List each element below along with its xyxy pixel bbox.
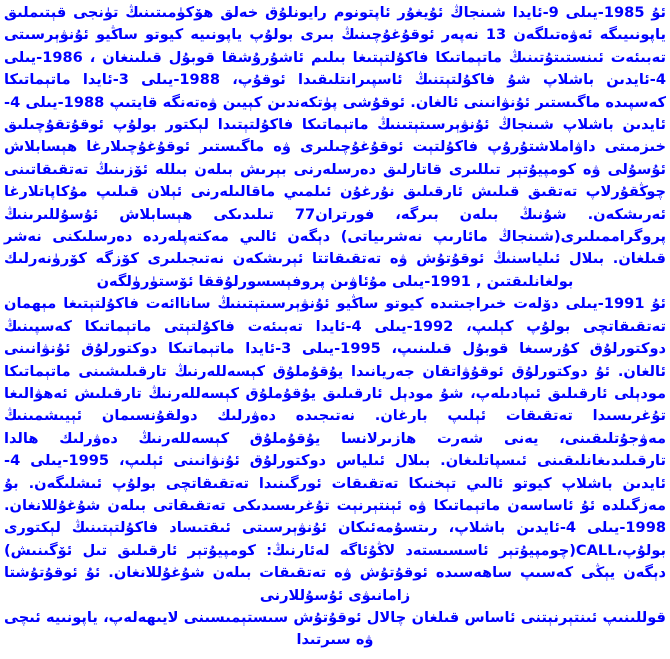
paragraph-biography-1985-1991: ئۇ 1985-يىلى 9-ئايدا شىنجاڭ ئۇيغۇر ئاپتونوم رايونلۇق خەلق ھۆكۈمىتىنىڭ تۈنجى قېتىملىق ياپونىيىگە ئەۋەتىلگەن 13 نەپەر ئوقۇغۇچىنىڭ بىرى بولۇپ ياپونىيە كيوتو ساڭيو ئۇنۋېرسىتى تەبىئەت ئىنستىتۇتىنىڭ ماتېماتىكا فاكۇلتېتىغا بىلىم ئاشۇرۇشقا قوبۇل قىلىنغان ، 1986-يىلى 4-ئايدىن باشلاپ شۇ فاكۇلتېتنىڭ ئاسپىرانتلىقىدا ئوقۇپ، 1988-يىلى 3-ئايدا ماتېماتىكا كەسپىدە ماگىستىر ئۇنۋانىنى ئالغان. ئوقۇشى پۈتكەندىن كېيىن ۋەتەنگە قايتىپ 1988-يىلى 4-ئايدىن باشلاپ شىنجاڭ ئۇنۋېرسىتېتىنىڭ ماتېماتىكا فاكۇلتېتىدا لېكتور بولۇپ ئوقۇتقۇچىلىق خىزمىتى داۋاملاشتۇرۇپ فاكۇلتېت ئوقۇغۇچىلىرى ۋە ماگىستىر ئوقۇغۇچىلارغا ھېسابلاش ئۇسۇلى ۋە كومپيۇتېر تىللىرى قاتارلىق دەرسلەرنى بېرىش بىلەن بىللە ئۆزىنىڭ تەتقىقاتىنى چوڭقۇرلاپ تەتقىق قىلىش ئارقىلىق نۇرغۇن ئىلمىي ماقالىلەرنى ئېلان قىلىپ مۇكاپاتلارغا ئەرىشكەن. شۇنىڭ بىلەن بىرگە، فورتران77 تىلىدىكى ھېسابلاش ئۇسۇللىرىنىڭ پروگراممىلىرى(شىنجاڭ مائارىپ نەشرىياتى) دېگەن ئالىي مەكتەپلەردە دەرسلىكنى نەشر قىلغان. بىلال ئىلياسنىڭ ئوقۇتۇش ۋە تەتقىقاتتا ئېرىشكەن نەتىجىلىرى كۆزگە كۆرۈنەرلىك بولغانلىقتىن , 1991-يىلى مۇئاۋىن پروفېسسورلۇققا ئۆستۈرۈلگەن [4,4,666,290]
paragraph-biography-continuation: قوللىنىپ ئىنتېرنېتنى ئاساس قىلغان چالال ئوقۇتۇش سىستېمىسىنى لايىھەلەپ، ياپونىيە ئىچى ۋە سىرتىدا [4,608,666,649]
document-page [4,2,666,652]
paragraph-biography-1991-1998: ئۇ 1991-يىلى دۆلەت خىراجىتىدە كيوتو ساڭيو ئۇنۋېرسىتېتىنىڭ ساناائەت فاكۇلتېتىغا مېھمان تەتقىقاتچى بولۇپ كېلىپ، 1992-يىلى 4-ئايدا تەبىئەت فاكۇلتېتى ماتېماتىكا كەسپىنىڭ دوكتورلۇق كۇرسىغا قوبۇل قىلىنىپ، 1995-يىلى 3-ئايدا ماتېماتىكا دوكتورلۇق ئۇنۋانىنى ئالغان. ئۇ دوكتورلۇق ئوقۇۋاتقان جەريانىدا يۇقۇملۇق كېسەللەرنىڭ تارقىلىشىنى ماتېماتىكا مودېلى ئارقىلىق ئىپادىلەپ، شۇ مودېل ئارقىلىق يۇقۇملۇق كېسەللەرنىڭ تارقىلىش ئەھۋالىغا تۇغرىسىدا تەتقىقات ئېلىپ بارغان. نەتىجىدە دەۋرلىك دولقۇنسىمان ئېيىشمىنىڭ مەۋجۇتلىقىنى، يەنى شەرت ھازىرلانسا يۇقۇملۇق كېسەللەرنىڭ دەۋرلىك ھالدا تارقىلىدىغانلىقىنى ئىسپاتلىغان. بىلال ئىلياس دوكتورلۇق ئۇنۋانىنى ئېلىپ، 1995-يىلى 4-ئايدىن باشلاپ كيوتو ئالىي تېخنىكا تەتقىقات ئورگىنىدا تەتقىقاتچى بولۇپ ئىشلىگەن. بۇ مەزگىلدە ئۇ ئاساسەن ماتېماتىكا ۋە ئېنتېرنېت تۇغرىسىدىكى تەتقىقاتى بىلەن شۇغۇللانغان. 1998-يىلى 4-ئايدىن باشلاپ، رىتسۇمەئىكان ئۇنۋېرسىتى ئىقتىساد فاكۇلتېتىنىڭ لېكتورى بولۇپ،CALL(چومپيۇتېر ئاسسىستەد لاڭۇئاگە لەئارنىڭ: كومپيۇتېر ئارقىلىق تىل ئۆگىنىش) دېگەن يېڭى كەسىپ ساھەسىدە ئوقۇتۇش ۋە تەتقىقات بىلەن شۇغۇللانغان. ئۇ ئوقۇتۇشتا زامانىۋى ئۇسۇللارنى [4,295,667,604]
